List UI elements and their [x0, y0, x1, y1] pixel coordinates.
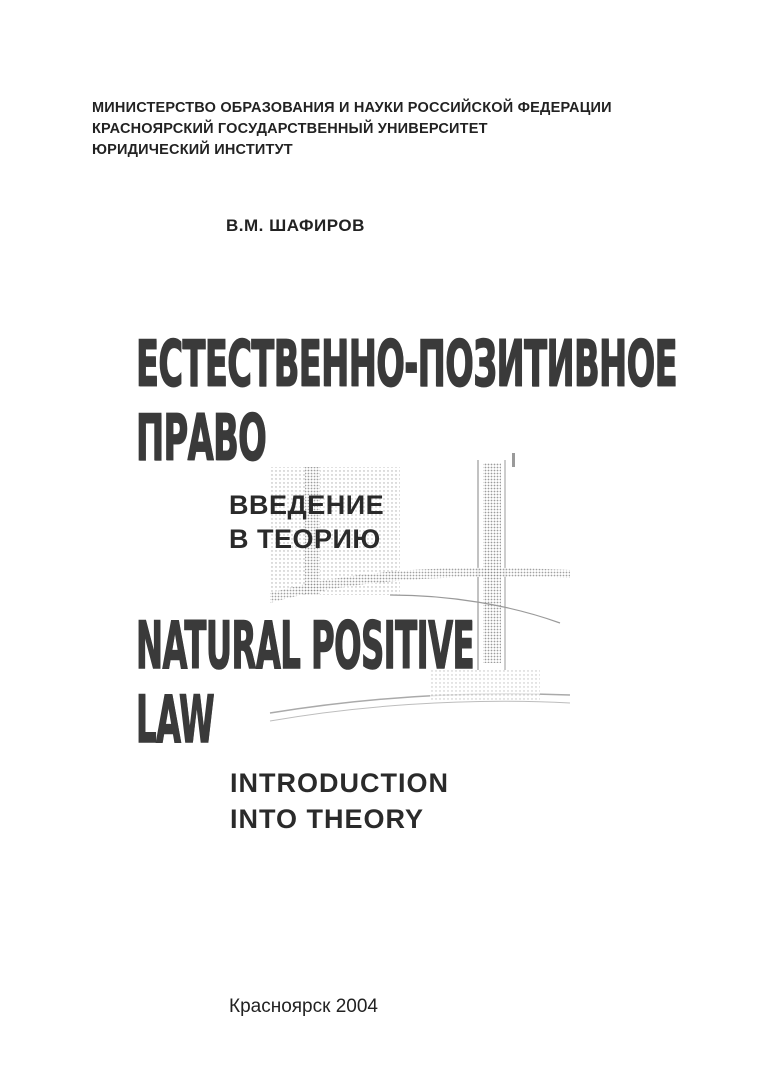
institute-heading: ЮРИДИЧЕСКИЙ ИНСТИТУТ [92, 142, 293, 158]
subtitle-ru-line2: В ТЕОРИЮ [229, 524, 381, 554]
title-ru-line1: ЕСТЕСТВЕННО-ПОЗИТИВНОЕ [136, 328, 678, 402]
ministry-heading: МИНИСТЕРСТВО ОБРАЗОВАНИЯ И НАУКИ РОССИЙСКОЙ ФЕДЕРАЦИИ [92, 100, 612, 116]
subtitle-ru-line1: ВВЕДЕНИЕ [229, 490, 385, 520]
imprint-place-year: Красноярск 2004 [229, 996, 378, 1017]
title-ru-line2: ПРАВО [136, 402, 267, 476]
title-en-line2: LAW [136, 681, 215, 758]
author-name: В.М. ШАФИРОВ [226, 216, 365, 235]
title-en-line1: NATURAL POSITIVE [136, 607, 475, 684]
subtitle-en-line1: INTRODUCTION [230, 768, 449, 798]
subtitle-en-line2: INTO THEORY [230, 804, 425, 834]
university-heading: КРАСНОЯРСКИЙ ГОСУДАРСТВЕННЫЙ УНИВЕРСИТЕТ [92, 121, 488, 137]
halftone-illustration [250, 445, 580, 735]
